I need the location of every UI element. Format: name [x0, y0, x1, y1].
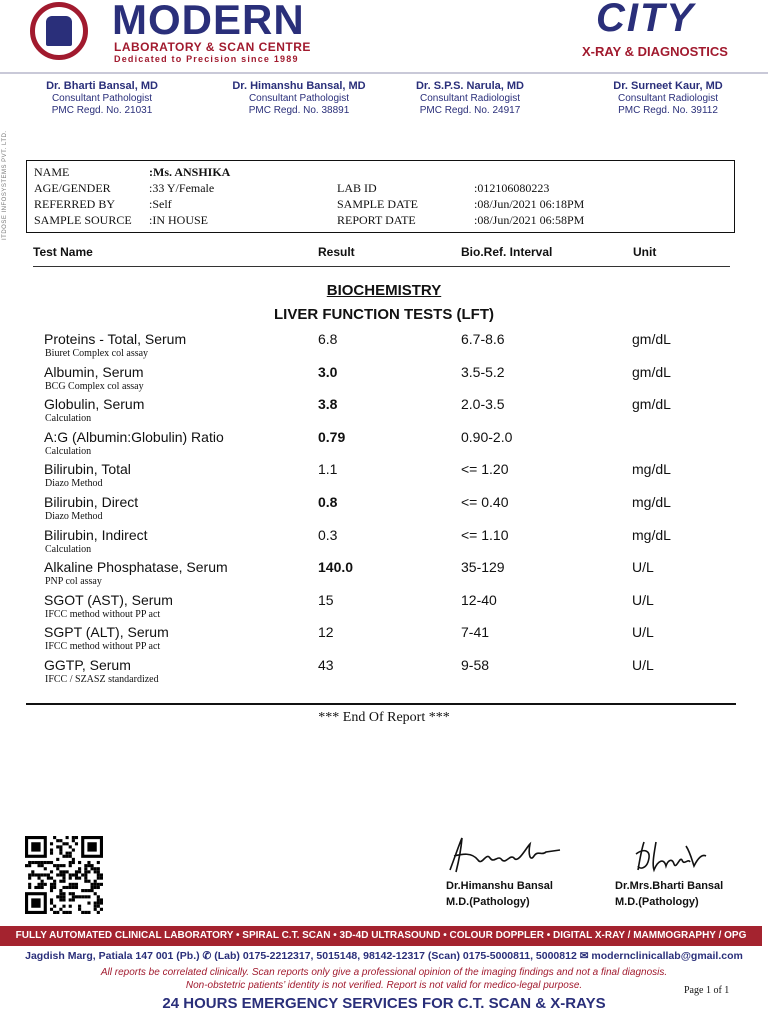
header-divider	[0, 72, 768, 74]
table-row	[0, 429, 768, 462]
test-name: A:G (Albumin:Globulin) Ratio	[44, 428, 224, 445]
table-row	[0, 657, 768, 690]
table-row	[0, 364, 768, 397]
lab-emblem-icon	[30, 2, 88, 60]
test-method: IFCC method without PP act	[45, 608, 161, 620]
patient-name: :Ms. ANSHIKA	[149, 165, 231, 179]
test-result: 0.3	[318, 526, 338, 543]
test-name: Bilirubin, Direct	[44, 494, 139, 510]
test-unit: U/L	[632, 624, 654, 641]
signatory-degree: M.D.(Pathology)	[446, 896, 530, 908]
end-of-report: *** End Of Report ***	[318, 710, 450, 725]
test-name: Proteins - Total, Serum	[44, 331, 187, 347]
table-row	[0, 461, 768, 494]
test-ref-interval: 9-58	[461, 657, 490, 673]
test-name: Albumin, Serum	[44, 363, 144, 380]
end-divider	[26, 703, 736, 705]
test-name: Alkaline Phosphatase, Serum	[44, 559, 228, 576]
test-unit: U/L	[632, 591, 654, 608]
test-result: 6.8	[318, 331, 338, 347]
test-method: BCG Complex col assay	[45, 380, 144, 392]
test-ref-interval: <= 1.10	[461, 526, 509, 543]
test-ref-interval: 3.5-5.2	[461, 363, 505, 380]
page-number: Page 1 of 1	[684, 985, 730, 996]
sample-date: :08/Jun/2021 06:18PM	[474, 197, 585, 211]
test-ref-interval: 2.0-3.5	[461, 396, 505, 413]
test-ref-interval: <= 0.40	[461, 494, 509, 510]
qr-code-icon	[24, 836, 104, 914]
city-xray-logo	[582, 2, 732, 64]
services-banner: FULLY AUTOMATED CLINICAL LABORATORY • SPIRAL C.T. SCAN • 3D-4D ULTRASOUND • COLOUR DOPPLER • DIGITAL X-RAY / MAMMOGRAPHY / OPG	[0, 926, 762, 946]
report-date: :08/Jun/2021 06:58PM	[474, 213, 585, 227]
emergency-banner: 24 HOURS EMERGENCY SERVICES FOR C.T. SCAN & X-RAYS	[162, 995, 606, 1012]
sample-source: :IN HOUSE	[149, 213, 208, 227]
test-result: 140.0	[318, 559, 354, 576]
test-name: Bilirubin, Indirect	[44, 526, 148, 543]
modern-lab-logo	[30, 2, 330, 64]
patient-info-box: NAME :Ms. ANSHIKA AGE/GENDER :33 Y/Female REFERRED BY :Self SAMPLE SOURCE :IN HOUSE LAB ID :012106080223 SAMPLE DATE :08/Jun/2021 06:18PM REPORT DATE :08/Jun/2021 06:58PM	[26, 160, 735, 233]
col-header-result: Result	[318, 245, 355, 259]
panel-title: LIVER FUNCTION TESTS (LFT)	[274, 306, 494, 323]
disclaimer-line: All reports be correlated clinically. Scan reports only give a professional opinion of the imaging findings and not a final diagnosis.	[100, 967, 668, 978]
test-method: IFCC / SZASZ standardized	[45, 674, 159, 685]
test-unit: gm/dL	[632, 331, 671, 347]
lab-tagline: Dedicated to Precision since 1989	[114, 54, 299, 64]
test-method: Calculation	[45, 445, 92, 457]
signatory-degree: M.D.(Pathology)	[615, 896, 699, 908]
table-row	[0, 624, 768, 657]
lab-id: :012106080223	[474, 181, 550, 195]
col-header-test: Test Name	[33, 245, 93, 259]
test-result: 1.1	[318, 461, 338, 478]
test-result: 3.8	[318, 396, 338, 413]
header-underline	[33, 266, 730, 267]
partner-subtitle: X-RAY & DIAGNOSTICS	[582, 44, 728, 59]
vendor-side-text: ITDOSE INFOSYSTEMS PVT. LTD.	[2, 130, 8, 240]
disclaimer-line: Non-obstetric patients’ identity is not verified. Report is not valid for medico-legal purpose.	[185, 980, 583, 991]
test-unit: mg/dL	[632, 461, 671, 478]
test-unit: mg/dL	[632, 526, 671, 543]
test-result: 43	[318, 657, 334, 673]
doctor-card: Dr. S.P.S. Narula, MD Consultant Radiologist PMC Regd. No. 24917	[415, 80, 524, 116]
signature-himanshu-icon	[442, 834, 572, 878]
test-result: 3.0	[318, 363, 338, 380]
col-header-unit: Unit	[633, 245, 657, 259]
test-method: PNP col assay	[45, 576, 102, 588]
table-row	[0, 396, 768, 429]
signature-bharti-icon	[630, 836, 720, 880]
test-unit: gm/dL	[632, 363, 671, 380]
test-ref-interval: <= 1.20	[461, 461, 509, 478]
referred-by: :Self	[149, 197, 172, 211]
lab-subtitle: LABORATORY & SCAN CENTRE	[114, 40, 311, 54]
test-method: Calculation	[45, 413, 92, 425]
table-row	[0, 494, 768, 527]
signatory-name: Dr.Mrs.Bharti Bansal	[615, 880, 724, 892]
table-row	[0, 592, 768, 625]
test-ref-interval: 12-40	[461, 591, 497, 608]
table-row	[0, 527, 768, 560]
test-name: SGPT (ALT), Serum	[44, 624, 169, 641]
col-header-ref: Bio.Ref. Interval	[461, 245, 553, 259]
test-method: Diazo Method	[45, 478, 103, 490]
test-name: Globulin, Serum	[44, 396, 145, 413]
doctor-card: Dr. Himanshu Bansal, MD Consultant Pathologist PMC Regd. No. 38891	[232, 80, 366, 116]
test-method: IFCC method without PP act	[45, 641, 161, 653]
test-name: Bilirubin, Total	[44, 461, 131, 478]
test-method: Calculation	[45, 543, 92, 555]
test-name: SGOT (AST), Serum	[44, 591, 173, 608]
test-method: Biuret Complex col assay	[45, 348, 149, 359]
test-ref-interval: 35-129	[461, 559, 505, 576]
test-ref-interval: 6.7-8.6	[461, 331, 505, 347]
test-method: Diazo Method	[45, 511, 103, 522]
test-unit: U/L	[632, 657, 654, 673]
lab-name: MODERN	[112, 0, 305, 43]
section-title: BIOCHEMISTRY	[326, 282, 442, 299]
test-ref-interval: 7-41	[461, 624, 490, 641]
patient-age-gender: :33 Y/Female	[149, 181, 215, 195]
partner-name: CITY	[596, 0, 696, 40]
test-result: 12	[318, 624, 334, 641]
contact-address: Jagdish Marg, Patiala 147 001 (Pb.) ✆ (Lab) 0175-2212317, 5015148, 98142-12317 (Scan) 0175-5000811, 5000812 ✉ modernclinicallab@gmail.com	[25, 950, 743, 962]
table-row	[0, 559, 768, 592]
test-result: 0.79	[318, 428, 346, 445]
test-name: GGTP, Serum	[44, 657, 131, 673]
table-row	[0, 331, 768, 364]
test-unit: mg/dL	[632, 494, 671, 510]
doctor-card: Dr. Bharti Bansal, MD Consultant Pathologist PMC Regd. No. 21031	[46, 80, 158, 116]
test-unit: gm/dL	[632, 396, 671, 413]
test-unit: U/L	[632, 559, 654, 576]
test-result: 15	[318, 591, 334, 608]
test-result: 0.8	[318, 494, 338, 510]
signatory-name: Dr.Himanshu Bansal	[446, 880, 553, 892]
test-ref-interval: 0.90-2.0	[461, 428, 513, 445]
doctor-card: Dr. Surneet Kaur, MD Consultant Radiologist PMC Regd. No. 39112	[613, 80, 723, 116]
